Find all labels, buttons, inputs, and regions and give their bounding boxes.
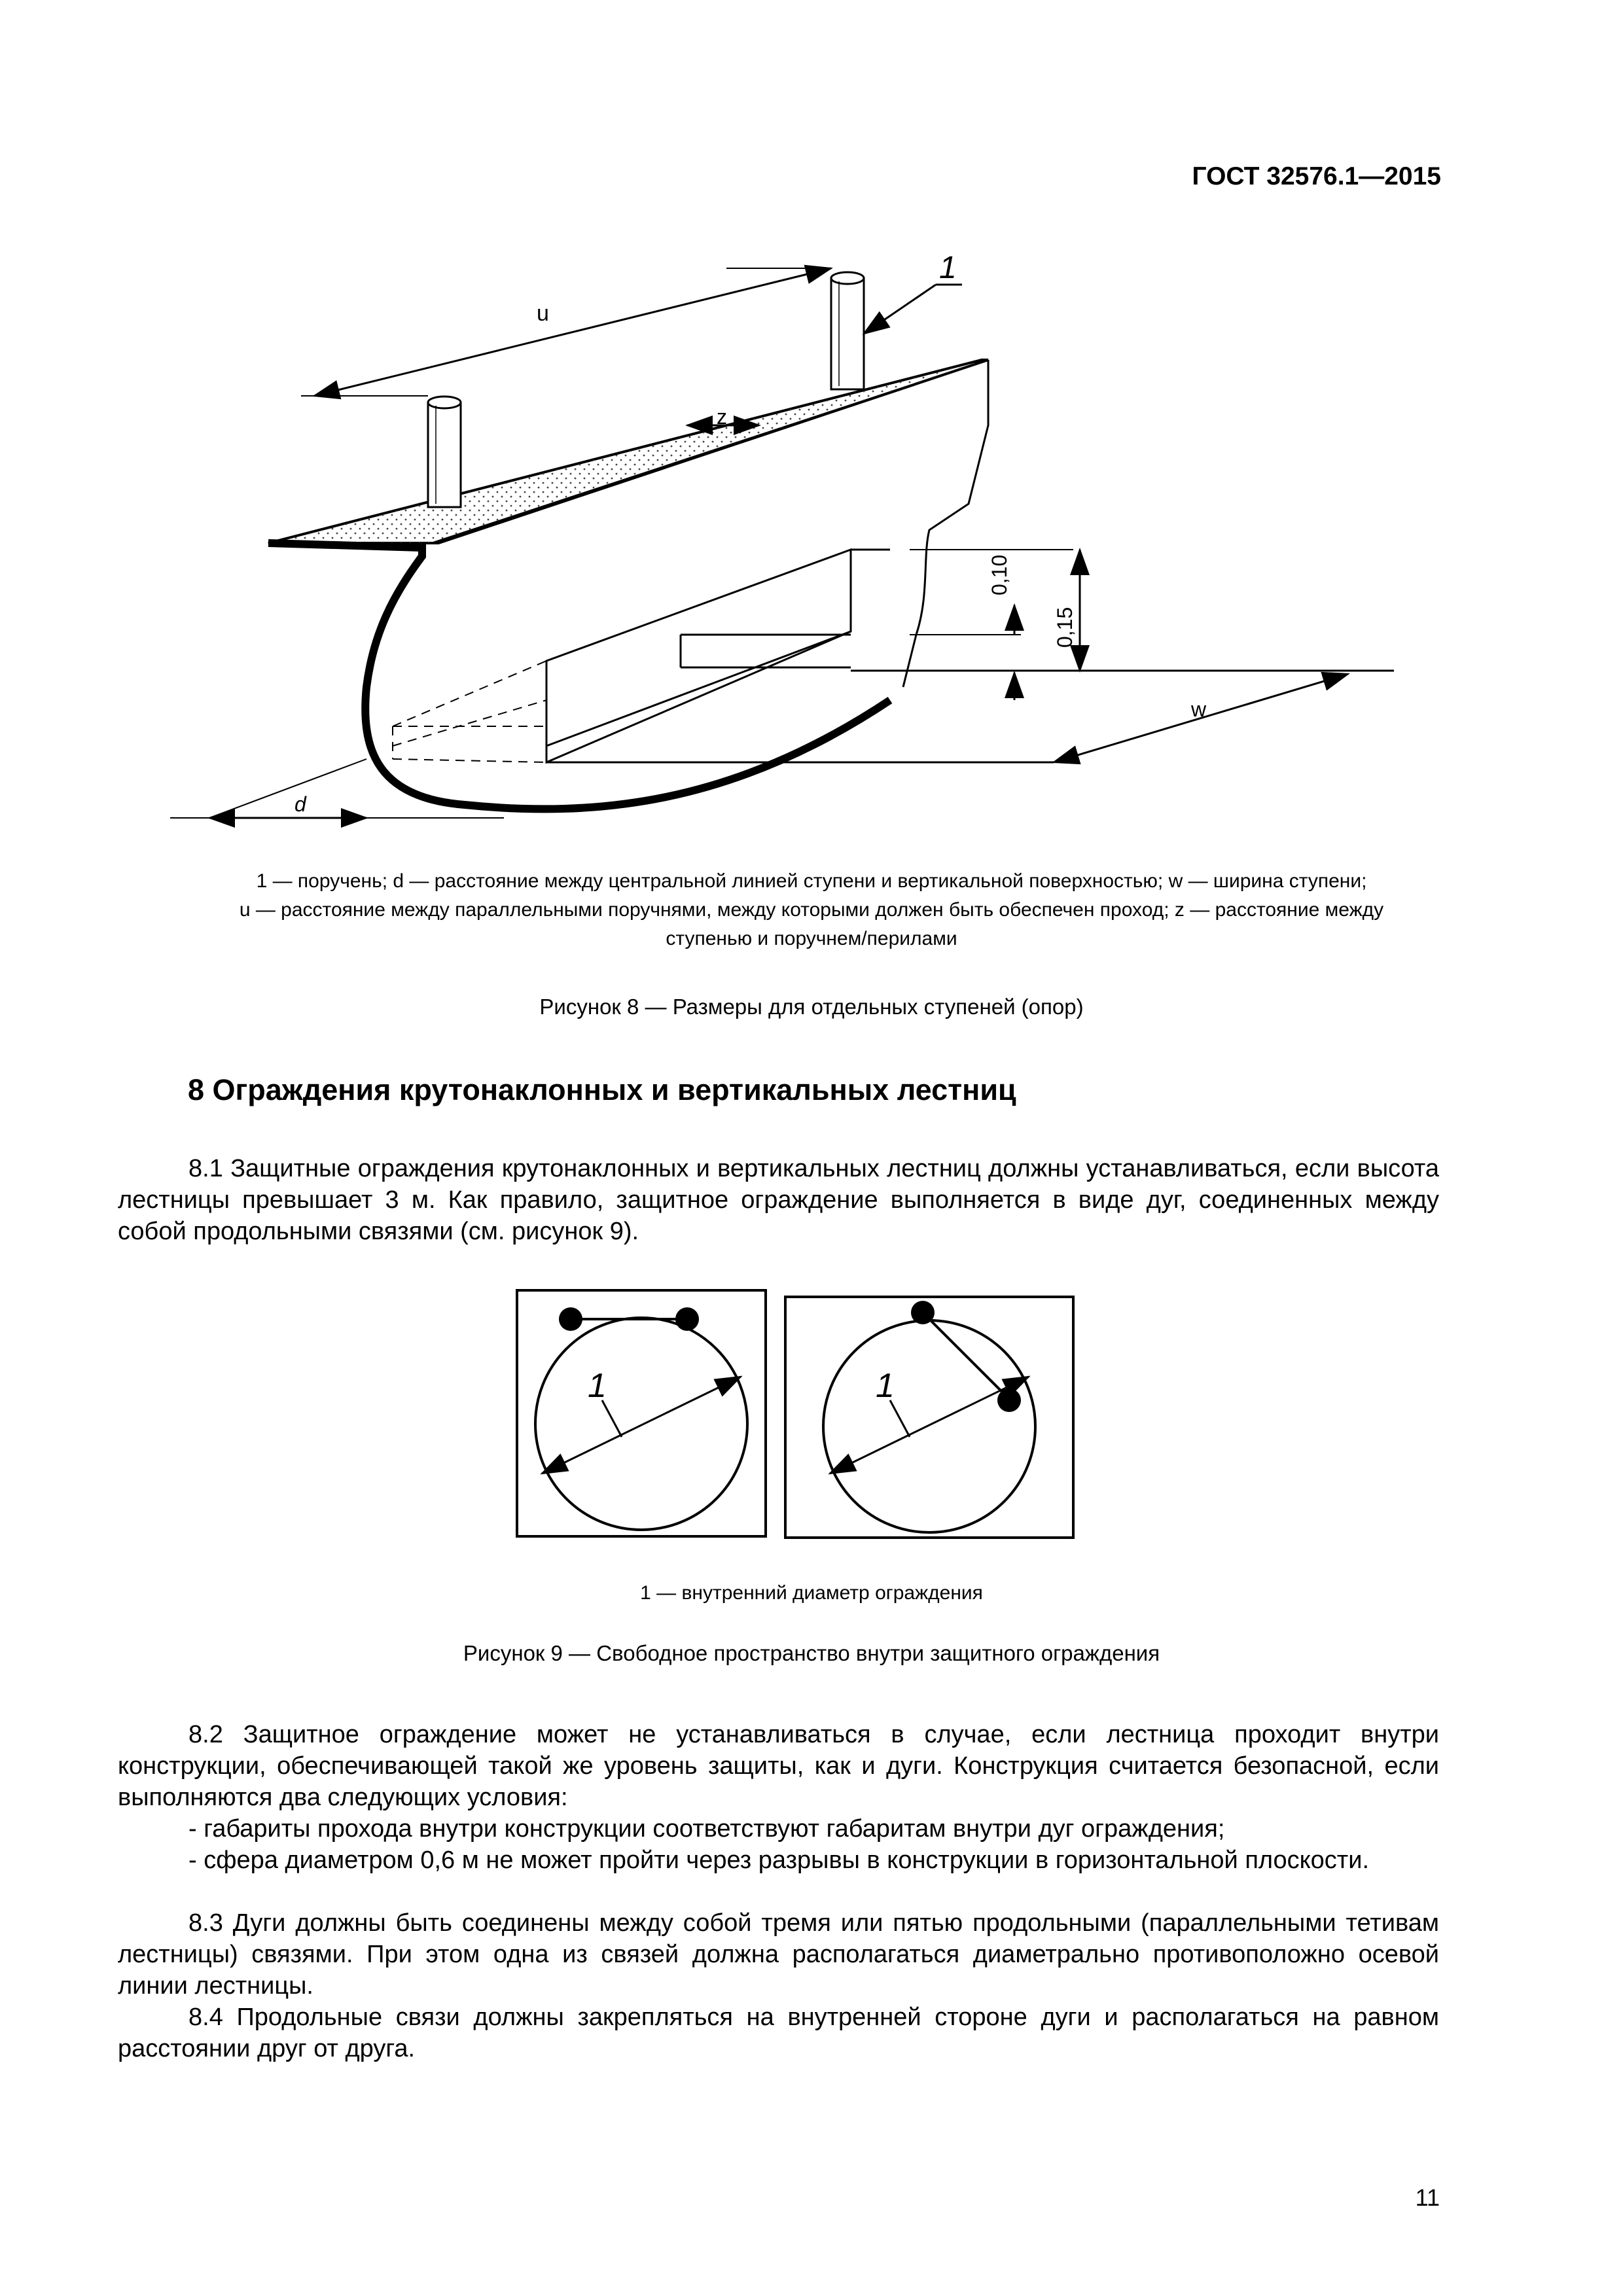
paragraph-8-2: 8.2 Защитное ограждение может не устанавливаться в случае, если лестница проходит внутри конструкции, обеспечивающей такой же уровень защиты, как и дуги. Конструкция считается безопасной, если выполняются два следующих условия: — [118, 1721, 1439, 1811]
fig9-label-left: 1 — [588, 1367, 607, 1405]
fig8-legend-line-1: 1 — поручень; d — расстояние между центральной линией ступени и вертикальной поверхностью; w — ширина ступени; — [256, 870, 1367, 892]
step-drawing — [546, 550, 1394, 762]
paragraph-8-3: 8.3 Дуги должны быть соединены между собой тремя или пятью продольными (параллельными тетивам лестницы) связями. При этом одна из связей должна располагаться диаметрально противоположно осевой линии лестницы. — [118, 1909, 1439, 2000]
figure-9-drawing — [510, 1282, 1086, 1544]
fig8-dim-010: 0,10 — [988, 554, 1011, 595]
handrail-left — [428, 397, 461, 507]
fig8-callout-1: 1 — [939, 251, 957, 285]
paragraph-8-1: 8.1 Защитные ограждения крутонаклонных и вертикальных лестниц должны устанавливаться, если высота лестницы превышает 3 м. Как правило, защитное ограждение выполняется в виде дуг, соединенных между собой продольными связями (см. рисунок 9). — [118, 1155, 1439, 1245]
bullet-condition-2: - сфера диаметром 0,6 м не может пройти через разрывы в конструкции в горизонтальной плоскости. — [188, 1846, 1369, 1874]
handrail-right — [831, 272, 864, 389]
fig9-right-guard — [785, 1297, 1073, 1538]
fig8-label-z: z — [717, 405, 727, 429]
fig8-label-d: d — [294, 792, 306, 816]
fig8-label-w: w — [1191, 698, 1207, 721]
wall-edge — [903, 360, 988, 687]
fig9-label-right: 1 — [876, 1367, 895, 1405]
section-heading: 8 Ограждения крутонаклонных и вертикальных лестниц — [188, 1073, 1016, 1106]
document-code: ГОСТ 32576.1—2015 — [1192, 162, 1441, 190]
bullet-condition-1: - габариты прохода внутри конструкции соответствуют габаритам внутри дуг ограждения; — [188, 1815, 1225, 1843]
fig8-label-u: u — [537, 301, 549, 326]
fig8-legend-line-3: ступенью и поручнем/перилами — [666, 928, 957, 949]
fig8-dim-015: 0,15 — [1053, 607, 1077, 648]
paragraph-8-4: 8.4 Продольные связи должны закрепляться на внутренней стороне дуги и располагаться на равном расстоянии друг от друга. — [118, 2004, 1439, 2062]
fig9-left-guard — [517, 1290, 766, 1536]
fig9-caption: Рисунок 9 — Свободное пространство внутри защитного ограждения — [463, 1641, 1160, 1665]
fig8-legend-line-2: u — расстояние между параллельными поручнями, между которыми должен быть обеспечен проход; z — расстояние между — [239, 899, 1384, 921]
page-number: 11 — [1415, 2184, 1440, 2211]
fig9-legend: 1 — внутренний диаметр ограждения — [640, 1582, 983, 1604]
figure-8-drawing — [170, 229, 1400, 870]
fig8-caption: Рисунок 8 — Размеры для отдельных ступеней (опор) — [539, 995, 1084, 1019]
wall-bracket — [268, 543, 890, 809]
